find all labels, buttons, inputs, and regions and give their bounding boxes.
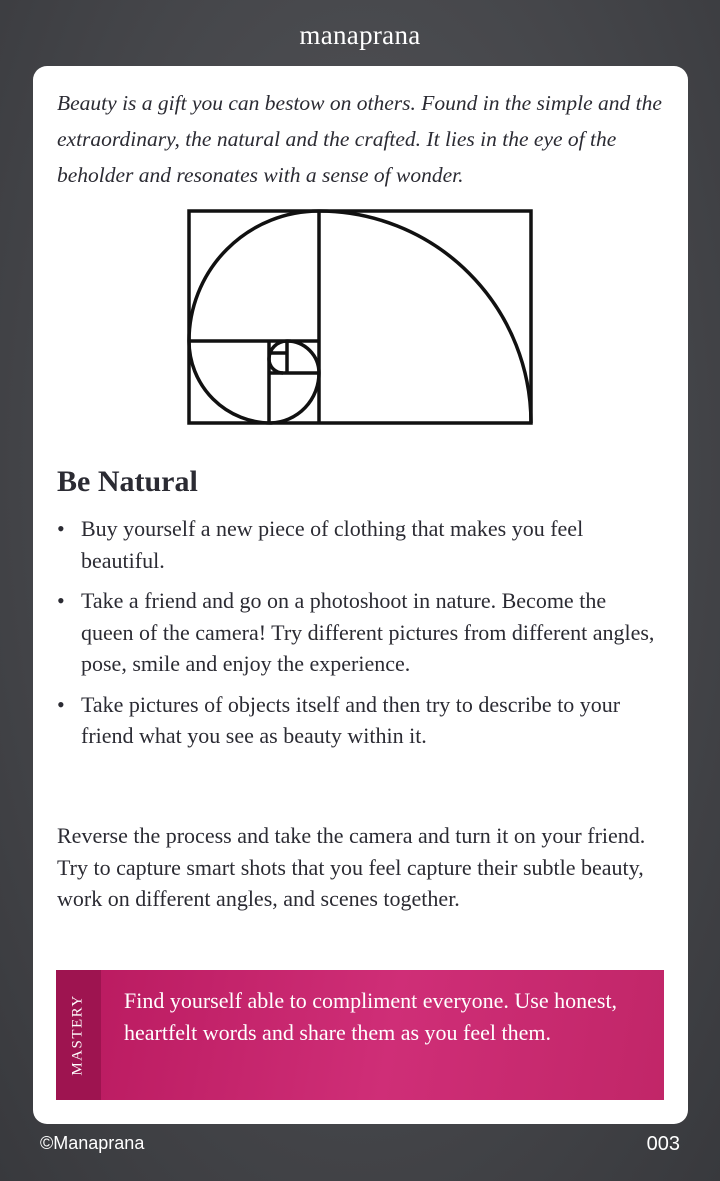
golden-spiral-icon [187, 209, 533, 425]
bullet-icon: • [57, 516, 65, 541]
intro-text: Beauty is a gift you can bestow on others. Found in the simple and the extraordinary, the natural and the crafted. It lies in the eye of the beholder and resonates with a sense of wonder. [57, 91, 662, 187]
tips-list [57, 513, 657, 761]
bullet-icon: • [57, 691, 65, 717]
tip-text: Take a friend and go on a photoshoot in nature. Become the queen of the camera! Try different pictures from different angles, pose, smile and enjoy the experience. [81, 588, 655, 676]
section-heading: Be Natural [57, 465, 198, 498]
outro-text: Reverse the process and take the camera and turn it on your friend. Try to capture smart shots that you feel capture their subtle beauty, work on different angles, and scenes together. [57, 823, 646, 911]
mastery-text: Find yourself able to compliment everyone. Use honest, heartfelt words and share them as you feel them. [124, 988, 618, 1045]
copyright: ©Manaprana [40, 1133, 145, 1153]
brand-title: manaprana [299, 20, 421, 50]
page-number: 003 [646, 1133, 680, 1155]
bullet-icon: • [57, 588, 65, 613]
mastery-label: MASTERY [69, 994, 86, 1076]
list-item [57, 689, 657, 752]
card [33, 66, 688, 1124]
list-item [57, 513, 657, 576]
tip-text: Take pictures of objects itself and then try to describe to your friend what you see as beauty within it. [81, 691, 621, 748]
mastery-tab [56, 970, 101, 1100]
list-item [57, 585, 657, 680]
tip-text: Buy yourself a new piece of clothing that makes you feel beautiful. [81, 516, 584, 573]
mastery-box [56, 970, 664, 1100]
